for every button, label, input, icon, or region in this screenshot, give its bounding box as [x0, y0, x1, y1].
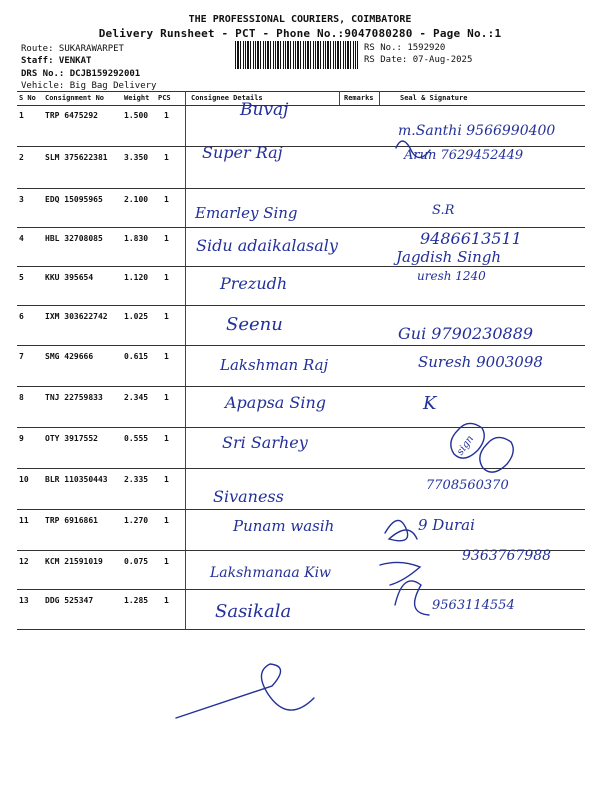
handwritten-consignee: Lakshmanaa Kiw	[210, 565, 332, 581]
row-consignment: IXM 303622742	[45, 312, 108, 321]
row-sno: 13	[19, 596, 29, 605]
handwritten-signature: m.Santhi 9566990400	[398, 123, 556, 139]
col-pcs: PCS	[158, 94, 171, 102]
handwritten-consignee: Super Raj	[202, 143, 283, 162]
row-pcs: 1	[164, 557, 169, 566]
row-consignment: BLR 110350443	[45, 475, 108, 484]
row-pcs: 1	[164, 111, 169, 120]
row-consignment: OTY 3917552	[45, 434, 98, 443]
row-consignment: KCM 21591019	[45, 557, 103, 566]
row-pcs: 1	[164, 234, 169, 243]
handwritten-consignee: Emarley Sing	[195, 204, 298, 222]
row-consignment: DDG 525347	[45, 596, 94, 605]
handwritten-consignee: Sri Sarhey	[222, 433, 308, 452]
row-pcs: 1	[164, 393, 169, 402]
round-seal-stroke	[451, 423, 484, 458]
handwritten-consignee: Buvaj	[240, 100, 289, 120]
drs-number: DRS No.: DCJB159292001	[21, 69, 141, 79]
col-seal: Seal & Signature	[400, 94, 468, 102]
row-consignment: KKU 395654	[45, 273, 94, 282]
row-consignment: SLM 375622381	[45, 153, 108, 162]
row-pcs: 1	[164, 312, 169, 321]
handwritten-consignee: Punam wasih	[233, 517, 335, 535]
footer-signature-stroke	[176, 664, 314, 718]
row-weight: 1.270	[124, 516, 149, 525]
row-weight: 1.025	[124, 312, 149, 321]
row-weight: 0.615	[124, 352, 149, 361]
rs-number: RS No.: 1592920	[364, 43, 446, 53]
row-consignment: HBL 32708085	[45, 234, 103, 243]
row-sno: 5	[19, 273, 24, 282]
handwritten-signature: uresh 1240	[417, 269, 486, 283]
handwritten-signature: Suresh 9003098	[418, 353, 543, 371]
row-sno: 12	[19, 557, 29, 566]
row-weight: 3.350	[124, 153, 149, 162]
row-sno: 6	[19, 312, 24, 321]
col-remarks: Remarks	[344, 94, 374, 102]
row-sno: 3	[19, 195, 24, 204]
staff-label: Staff: VENKAT	[21, 56, 92, 66]
row-consignment: EDQ 15095965	[45, 195, 103, 204]
row-pcs: 1	[164, 434, 169, 443]
handwritten-consignee: Prezudh	[220, 274, 288, 293]
handwritten-consignee: Sidu adaikalasaly	[196, 236, 338, 255]
row-pcs: 1	[164, 352, 169, 361]
row-pcs: 1	[164, 153, 169, 162]
row-sno: 7	[19, 352, 24, 361]
row-weight: 2.335	[124, 475, 149, 484]
row-consignment: SMG 429666	[45, 352, 94, 361]
company-title: THE PROFESSIONAL COURIERS, COIMBATORE	[188, 14, 412, 25]
col-weight: Weight	[124, 94, 150, 102]
handwritten-signature: 7708560370	[426, 478, 509, 493]
col-consignee: Consignee Details	[191, 94, 263, 102]
row-weight: 0.555	[124, 434, 149, 443]
row-weight: 1.120	[124, 273, 149, 282]
handwritten-signature: 9363767988	[462, 548, 552, 564]
row-weight: 2.100	[124, 195, 149, 204]
handwritten-signature: 9563114554	[432, 598, 515, 613]
handwritten-signature: Arun 7629452449	[404, 148, 524, 163]
row-weight: 0.075	[124, 557, 149, 566]
handwritten-signature: S.R	[432, 203, 455, 218]
round-seal-stroke	[480, 437, 513, 472]
row-sno: 11	[19, 516, 29, 525]
row-weight: 1.285	[124, 596, 149, 605]
row-pcs: 1	[164, 195, 169, 204]
row-consignment: TRP 6916861	[45, 516, 98, 525]
handwritten-consignee: Sivaness	[213, 487, 284, 506]
handwritten-signature: K	[423, 393, 437, 414]
handwritten-signature: Gui 9790230889	[398, 324, 534, 343]
row-weight: 1.830	[124, 234, 149, 243]
handwritten-consignee: Lakshman Raj	[220, 356, 329, 374]
signature-stroke	[385, 520, 417, 540]
col-consignment: Consignment No	[45, 94, 105, 102]
handwritten-signature: 9 Durai	[418, 516, 475, 534]
route-label: Route: SUKARAWARPET	[21, 44, 124, 54]
handwritten-consignee: Sasikala	[215, 601, 292, 622]
handwritten-signature: 9486613511	[420, 229, 522, 248]
rs-date: RS Date: 07-Aug-2025	[364, 55, 473, 65]
handwritten-signature: Jagdish Singh	[396, 248, 502, 266]
row-pcs: 1	[164, 516, 169, 525]
handwritten-consignee: Seenu	[226, 314, 283, 335]
row-sno: 1	[19, 111, 24, 120]
row-sno: 4	[19, 234, 24, 243]
handwritten-consignee: Apapsa Sing	[225, 393, 327, 412]
handwritten-signature: sign	[455, 433, 477, 458]
row-weight: 1.500	[124, 111, 149, 120]
runsheet-subtitle: Delivery Runsheet - PCT - Phone No.:9047080280 - Page No.:1	[98, 27, 502, 40]
row-pcs: 1	[164, 596, 169, 605]
row-sno: 9	[19, 434, 24, 443]
row-sno: 8	[19, 393, 24, 402]
signature-stroke	[396, 141, 430, 158]
row-pcs: 1	[164, 475, 169, 484]
row-sno: 10	[19, 475, 29, 484]
row-pcs: 1	[164, 273, 169, 282]
row-consignment: TRP 6475292	[45, 111, 98, 120]
row-weight: 2.345	[124, 393, 149, 402]
vehicle-label: Vehicle: Big Bag Delivery	[21, 81, 157, 91]
signature-stroke	[395, 581, 429, 615]
row-sno: 2	[19, 153, 24, 162]
col-sno: S No	[19, 94, 36, 102]
row-consignment: TNJ 22759833	[45, 393, 103, 402]
